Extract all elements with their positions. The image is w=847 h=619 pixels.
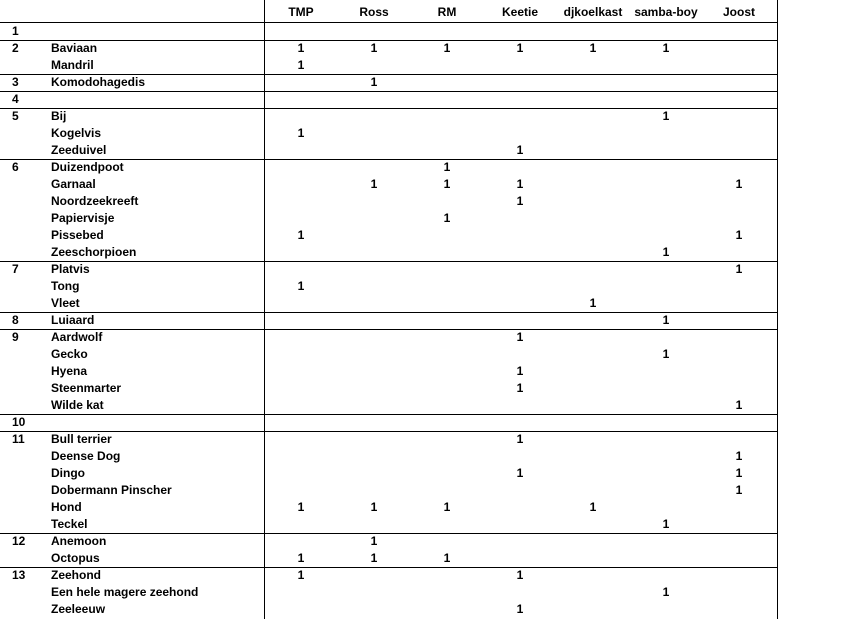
vote-cell: 1 bbox=[443, 551, 451, 565]
group-number: 2 bbox=[12, 41, 19, 55]
animal-name: Hond bbox=[51, 500, 82, 514]
vote-cell: 1 bbox=[516, 330, 524, 344]
animal-name: Steenmarter bbox=[51, 381, 122, 395]
group-number: 7 bbox=[12, 262, 19, 276]
table-row bbox=[0, 40, 778, 57]
column-header: samba-boy bbox=[634, 5, 698, 19]
vote-cell: 1 bbox=[443, 177, 451, 191]
animal-name: Baviaan bbox=[51, 41, 98, 55]
animal-name: Duizendpoot bbox=[51, 160, 124, 174]
animal-name: Zeeleeuw bbox=[51, 602, 106, 616]
animal-name: Pissebed bbox=[51, 228, 104, 242]
table-row bbox=[0, 499, 778, 516]
column-header: djkoelkast bbox=[563, 5, 623, 19]
table-row bbox=[0, 380, 778, 397]
grid-vline-right bbox=[777, 0, 778, 619]
group-number: 13 bbox=[12, 568, 26, 582]
vote-cell: 1 bbox=[735, 398, 743, 412]
vote-cell: 1 bbox=[297, 500, 305, 514]
table-row bbox=[0, 210, 778, 227]
vote-cell: 1 bbox=[735, 466, 743, 480]
table-row bbox=[0, 329, 778, 346]
table-row bbox=[0, 431, 778, 448]
column-header: RM bbox=[437, 5, 457, 19]
vote-cell: 1 bbox=[370, 534, 378, 548]
vote-cell: 1 bbox=[370, 500, 378, 514]
animal-name: Dobermann Pinscher bbox=[51, 483, 172, 497]
table-row bbox=[0, 74, 778, 91]
vote-cell: 1 bbox=[297, 568, 305, 582]
vote-cell: 1 bbox=[443, 160, 451, 174]
vote-cell: 1 bbox=[443, 211, 451, 225]
vote-cell: 1 bbox=[516, 364, 524, 378]
group-number: 12 bbox=[12, 534, 26, 548]
vote-cell: 1 bbox=[297, 279, 305, 293]
animal-name: Vleet bbox=[51, 296, 80, 310]
vote-cell: 1 bbox=[735, 177, 743, 191]
vote-cell: 1 bbox=[662, 313, 670, 327]
vote-cell: 1 bbox=[662, 109, 670, 123]
vote-cell: 1 bbox=[370, 75, 378, 89]
table-row bbox=[0, 91, 778, 108]
animal-name: Tong bbox=[51, 279, 80, 293]
animal-name: Anemoon bbox=[51, 534, 107, 548]
group-number: 4 bbox=[12, 92, 19, 106]
vote-cell: 1 bbox=[297, 41, 305, 55]
table-row bbox=[0, 278, 778, 295]
header-row bbox=[0, 4, 778, 21]
table-row bbox=[0, 601, 778, 618]
animal-name: Aardwolf bbox=[51, 330, 103, 344]
table-row bbox=[0, 533, 778, 550]
animal-name: Bull terrier bbox=[51, 432, 112, 446]
vote-cell: 1 bbox=[516, 602, 524, 616]
animal-name: Platvis bbox=[51, 262, 90, 276]
table-row bbox=[0, 482, 778, 499]
animal-name: Garnaal bbox=[51, 177, 96, 191]
vote-cell: 1 bbox=[516, 466, 524, 480]
table-row bbox=[0, 193, 778, 210]
animal-name: Bij bbox=[51, 109, 67, 123]
table-row bbox=[0, 346, 778, 363]
vote-cell: 1 bbox=[589, 500, 597, 514]
animal-name: Hyena bbox=[51, 364, 88, 378]
vote-cell: 1 bbox=[516, 194, 524, 208]
vote-cell: 1 bbox=[662, 517, 670, 531]
vote-cell: 1 bbox=[735, 228, 743, 242]
table-row bbox=[0, 227, 778, 244]
vote-cell: 1 bbox=[735, 262, 743, 276]
table-row bbox=[0, 142, 778, 159]
vote-cell: 1 bbox=[443, 500, 451, 514]
column-header: Keetie bbox=[501, 5, 539, 19]
vote-cell: 1 bbox=[589, 296, 597, 310]
animal-name: Gecko bbox=[51, 347, 88, 361]
column-header: Joost bbox=[722, 5, 755, 19]
vote-cell: 1 bbox=[662, 245, 670, 259]
vote-cell: 1 bbox=[735, 449, 743, 463]
table-row bbox=[0, 295, 778, 312]
animal-name: Noordzeekreeft bbox=[51, 194, 139, 208]
table-row bbox=[0, 108, 778, 125]
vote-cell: 1 bbox=[589, 41, 597, 55]
table-row bbox=[0, 57, 778, 74]
animal-name: Teckel bbox=[51, 517, 88, 531]
vote-cell: 1 bbox=[297, 551, 305, 565]
table-row bbox=[0, 448, 778, 465]
group-number: 3 bbox=[12, 75, 19, 89]
column-header: TMP bbox=[288, 5, 314, 19]
animal-name: Zeeschorpioen bbox=[51, 245, 137, 259]
table-row bbox=[0, 176, 778, 193]
animal-name: Deense Dog bbox=[51, 449, 121, 463]
group-number: 6 bbox=[12, 160, 19, 174]
column-header: Ross bbox=[359, 5, 389, 19]
table-row bbox=[0, 550, 778, 567]
table-row bbox=[0, 312, 778, 329]
group-number: 10 bbox=[12, 415, 26, 429]
animal-name: Papiervisje bbox=[51, 211, 115, 225]
table-row bbox=[0, 125, 778, 142]
vote-cell: 1 bbox=[297, 228, 305, 242]
vote-cell: 1 bbox=[516, 177, 524, 191]
vote-cell: 1 bbox=[516, 143, 524, 157]
grid-vline-left bbox=[264, 0, 265, 619]
table-row bbox=[0, 261, 778, 278]
animal-name: Mandril bbox=[51, 58, 94, 72]
vote-cell: 1 bbox=[370, 177, 378, 191]
table-row bbox=[0, 244, 778, 261]
group-number: 11 bbox=[12, 432, 25, 446]
table-row bbox=[0, 465, 778, 482]
vote-cell: 1 bbox=[443, 41, 451, 55]
table-row bbox=[0, 397, 778, 414]
vote-cell: 1 bbox=[297, 126, 305, 140]
vote-cell: 1 bbox=[516, 432, 524, 446]
animal-name: Zeeduivel bbox=[51, 143, 107, 157]
table-row bbox=[0, 23, 778, 40]
table-row bbox=[0, 159, 778, 176]
group-number: 9 bbox=[12, 330, 19, 344]
table-row bbox=[0, 567, 778, 584]
group-number: 1 bbox=[12, 24, 19, 38]
table-row bbox=[0, 363, 778, 380]
vote-cell: 1 bbox=[516, 41, 524, 55]
animal-name: Luiaard bbox=[51, 313, 95, 327]
vote-cell: 1 bbox=[516, 381, 524, 395]
animal-name: Kogelvis bbox=[51, 126, 102, 140]
vote-cell: 1 bbox=[516, 568, 524, 582]
animal-name: Octopus bbox=[51, 551, 100, 565]
vote-cell: 1 bbox=[370, 41, 378, 55]
table-row bbox=[0, 584, 778, 601]
vote-cell: 1 bbox=[297, 58, 305, 72]
vote-cell: 1 bbox=[662, 585, 670, 599]
table-row bbox=[0, 414, 778, 431]
animal-name: Zeehond bbox=[51, 568, 101, 582]
animal-name: Een hele magere zeehond bbox=[51, 585, 199, 599]
group-number: 8 bbox=[12, 313, 19, 327]
vote-cell: 1 bbox=[662, 347, 670, 361]
vote-cell: 1 bbox=[735, 483, 743, 497]
table-row bbox=[0, 516, 778, 533]
vote-cell: 1 bbox=[662, 41, 670, 55]
animal-name: Wilde kat bbox=[51, 398, 104, 412]
animal-name: Komodohagedis bbox=[51, 75, 146, 89]
group-number: 5 bbox=[12, 109, 19, 123]
vote-cell: 1 bbox=[370, 551, 378, 565]
animal-name: Dingo bbox=[51, 466, 85, 480]
